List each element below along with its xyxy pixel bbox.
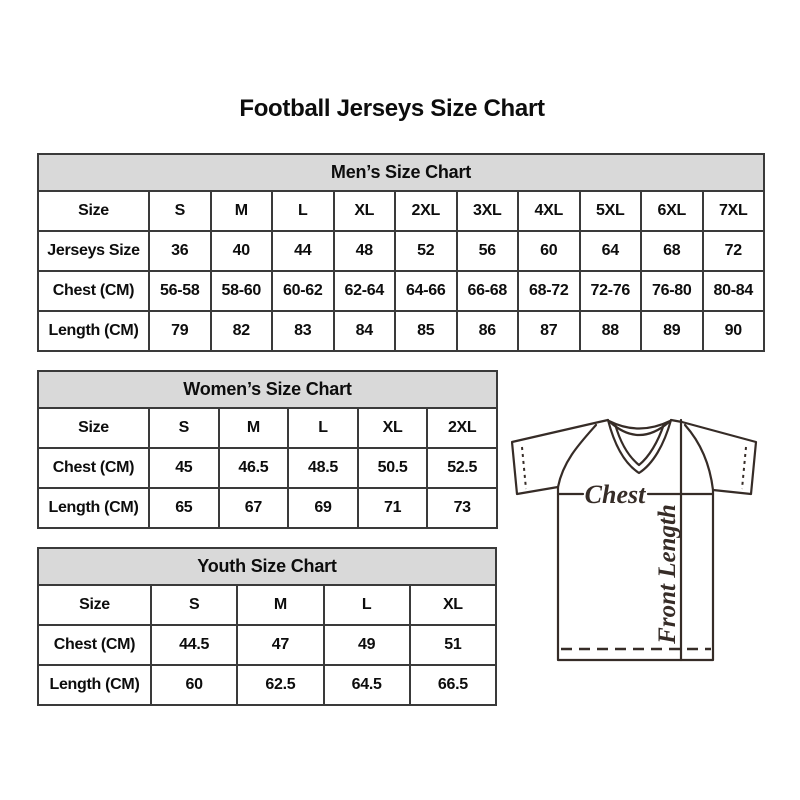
table-row <box>38 408 497 448</box>
size-value-cell: 76-80 <box>641 271 703 311</box>
right-cuff-dashed-line <box>742 447 746 489</box>
size-value-cell: 84 <box>334 311 396 351</box>
table-title-row <box>38 371 497 408</box>
size-value-cell: M <box>219 408 289 448</box>
size-value-cell: 80-84 <box>703 271 765 311</box>
table-row <box>38 231 764 271</box>
size-value-cell: 86 <box>457 311 519 351</box>
size-value-cell: 60 <box>151 665 237 705</box>
size-value-cell: 44 <box>272 231 334 271</box>
size-value-cell: 73 <box>427 488 497 528</box>
size-value-cell: 44.5 <box>151 625 237 665</box>
table-title-row <box>38 548 496 585</box>
row-label-cell: Size <box>38 408 149 448</box>
row-label-cell: Length (CM) <box>38 311 149 351</box>
table-title: Women’s Size Chart <box>38 371 497 408</box>
size-value-cell: 64 <box>580 231 642 271</box>
size-value-cell: 50.5 <box>358 448 428 488</box>
size-value-cell: 51 <box>410 625 496 665</box>
table-row <box>38 585 496 625</box>
womens-size-chart-table <box>37 370 498 529</box>
size-value-cell: 60-62 <box>272 271 334 311</box>
table-row <box>38 625 496 665</box>
jersey-measurement-diagram <box>511 417 759 665</box>
size-value-cell: 2XL <box>427 408 497 448</box>
size-value-cell: 87 <box>518 311 580 351</box>
size-value-cell: 36 <box>149 231 211 271</box>
table-row <box>38 665 496 705</box>
size-value-cell: 46.5 <box>219 448 289 488</box>
table-row <box>38 271 764 311</box>
size-value-cell: 67 <box>219 488 289 528</box>
size-value-cell: 58-60 <box>211 271 273 311</box>
size-value-cell: XL <box>410 585 496 625</box>
size-value-cell: 64-66 <box>395 271 457 311</box>
row-label-cell: Chest (CM) <box>38 448 149 488</box>
size-value-cell: 68 <box>641 231 703 271</box>
front-length-label: Front Length <box>654 504 681 644</box>
table-row <box>38 191 764 231</box>
size-value-cell: 48.5 <box>288 448 358 488</box>
jersey-right-armhole-seam <box>685 425 713 490</box>
page-title: Football Jerseys Size Chart <box>239 95 545 122</box>
size-value-cell: L <box>288 408 358 448</box>
size-value-cell: S <box>149 191 211 231</box>
size-value-cell: 48 <box>334 231 396 271</box>
size-value-cell: 40 <box>211 231 273 271</box>
jersey-body-outline <box>558 487 713 660</box>
row-label-cell: Chest (CM) <box>38 271 149 311</box>
size-value-cell: 68-72 <box>518 271 580 311</box>
size-value-cell: M <box>237 585 323 625</box>
size-value-cell: 71 <box>358 488 428 528</box>
row-label-cell: Size <box>38 191 149 231</box>
size-value-cell: 82 <box>211 311 273 351</box>
youth-size-chart-table <box>37 547 497 706</box>
size-value-cell: 56-58 <box>149 271 211 311</box>
size-value-cell: 88 <box>580 311 642 351</box>
chest-label: Chest <box>584 480 646 509</box>
size-value-cell: 66.5 <box>410 665 496 705</box>
size-value-cell: 47 <box>237 625 323 665</box>
row-label-cell: Jerseys Size <box>38 231 149 271</box>
row-label-cell: Length (CM) <box>38 488 149 528</box>
table-row <box>38 311 764 351</box>
size-value-cell: 7XL <box>703 191 765 231</box>
size-value-cell: 52.5 <box>427 448 497 488</box>
size-value-cell: 72 <box>703 231 765 271</box>
size-value-cell: 5XL <box>580 191 642 231</box>
size-value-cell: XL <box>358 408 428 448</box>
table-row <box>38 488 497 528</box>
size-value-cell: 90 <box>703 311 765 351</box>
mens-size-chart-table <box>37 153 765 352</box>
row-label-cell: Size <box>38 585 151 625</box>
jersey-left-armhole-seam <box>558 425 596 487</box>
size-value-cell: 56 <box>457 231 519 271</box>
size-value-cell: 79 <box>149 311 211 351</box>
size-value-cell: 89 <box>641 311 703 351</box>
size-value-cell: 85 <box>395 311 457 351</box>
size-value-cell: 45 <box>149 448 219 488</box>
left-cuff-dashed-line <box>522 447 526 489</box>
row-label-cell: Length (CM) <box>38 665 151 705</box>
size-value-cell: 83 <box>272 311 334 351</box>
row-label-cell: Chest (CM) <box>38 625 151 665</box>
size-value-cell: XL <box>334 191 396 231</box>
size-value-cell: 72-76 <box>580 271 642 311</box>
size-value-cell: 65 <box>149 488 219 528</box>
size-value-cell: S <box>151 585 237 625</box>
table-title-row <box>38 154 764 191</box>
size-value-cell: 6XL <box>641 191 703 231</box>
size-value-cell: L <box>272 191 334 231</box>
jersey-diagram-svg <box>511 417 759 665</box>
size-value-cell: 69 <box>288 488 358 528</box>
size-value-cell: S <box>149 408 219 448</box>
size-value-cell: 4XL <box>518 191 580 231</box>
size-value-cell: 49 <box>324 625 410 665</box>
table-row <box>38 448 497 488</box>
size-value-cell: 62-64 <box>334 271 396 311</box>
size-value-cell: 2XL <box>395 191 457 231</box>
size-value-cell: 66-68 <box>457 271 519 311</box>
size-value-cell: 52 <box>395 231 457 271</box>
table-title: Youth Size Chart <box>38 548 496 585</box>
size-value-cell: 60 <box>518 231 580 271</box>
size-value-cell: 3XL <box>457 191 519 231</box>
size-value-cell: L <box>324 585 410 625</box>
size-value-cell: 64.5 <box>324 665 410 705</box>
size-value-cell: 62.5 <box>237 665 323 705</box>
size-value-cell: M <box>211 191 273 231</box>
table-title: Men’s Size Chart <box>38 154 764 191</box>
